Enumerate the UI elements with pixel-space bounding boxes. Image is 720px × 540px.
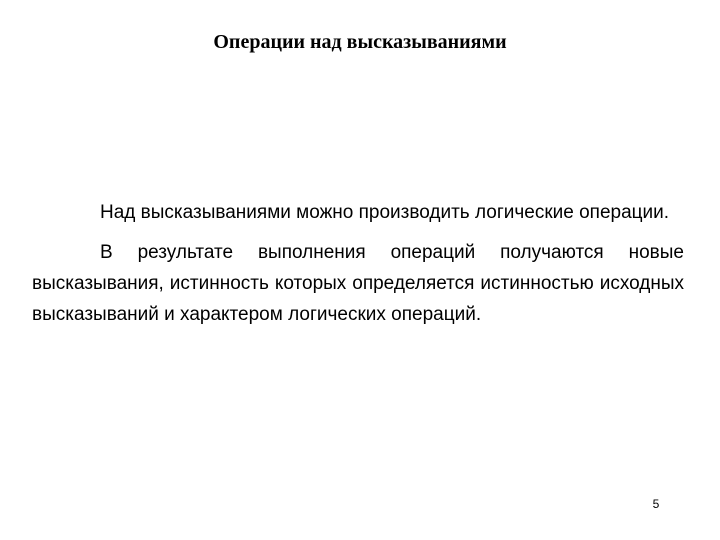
body-paragraph-2: В результате выполнения операций получаются новые высказывания, истинность которых определяется истинностью исходных высказываний и характером логических операций. <box>32 242 684 325</box>
body-paragraph-1: Над высказываниями можно производить логические операции. <box>100 202 670 223</box>
page-number: 5 <box>652 497 660 511</box>
slide-title: Операции над высказываниями <box>213 31 507 53</box>
slide-body <box>32 197 684 330</box>
